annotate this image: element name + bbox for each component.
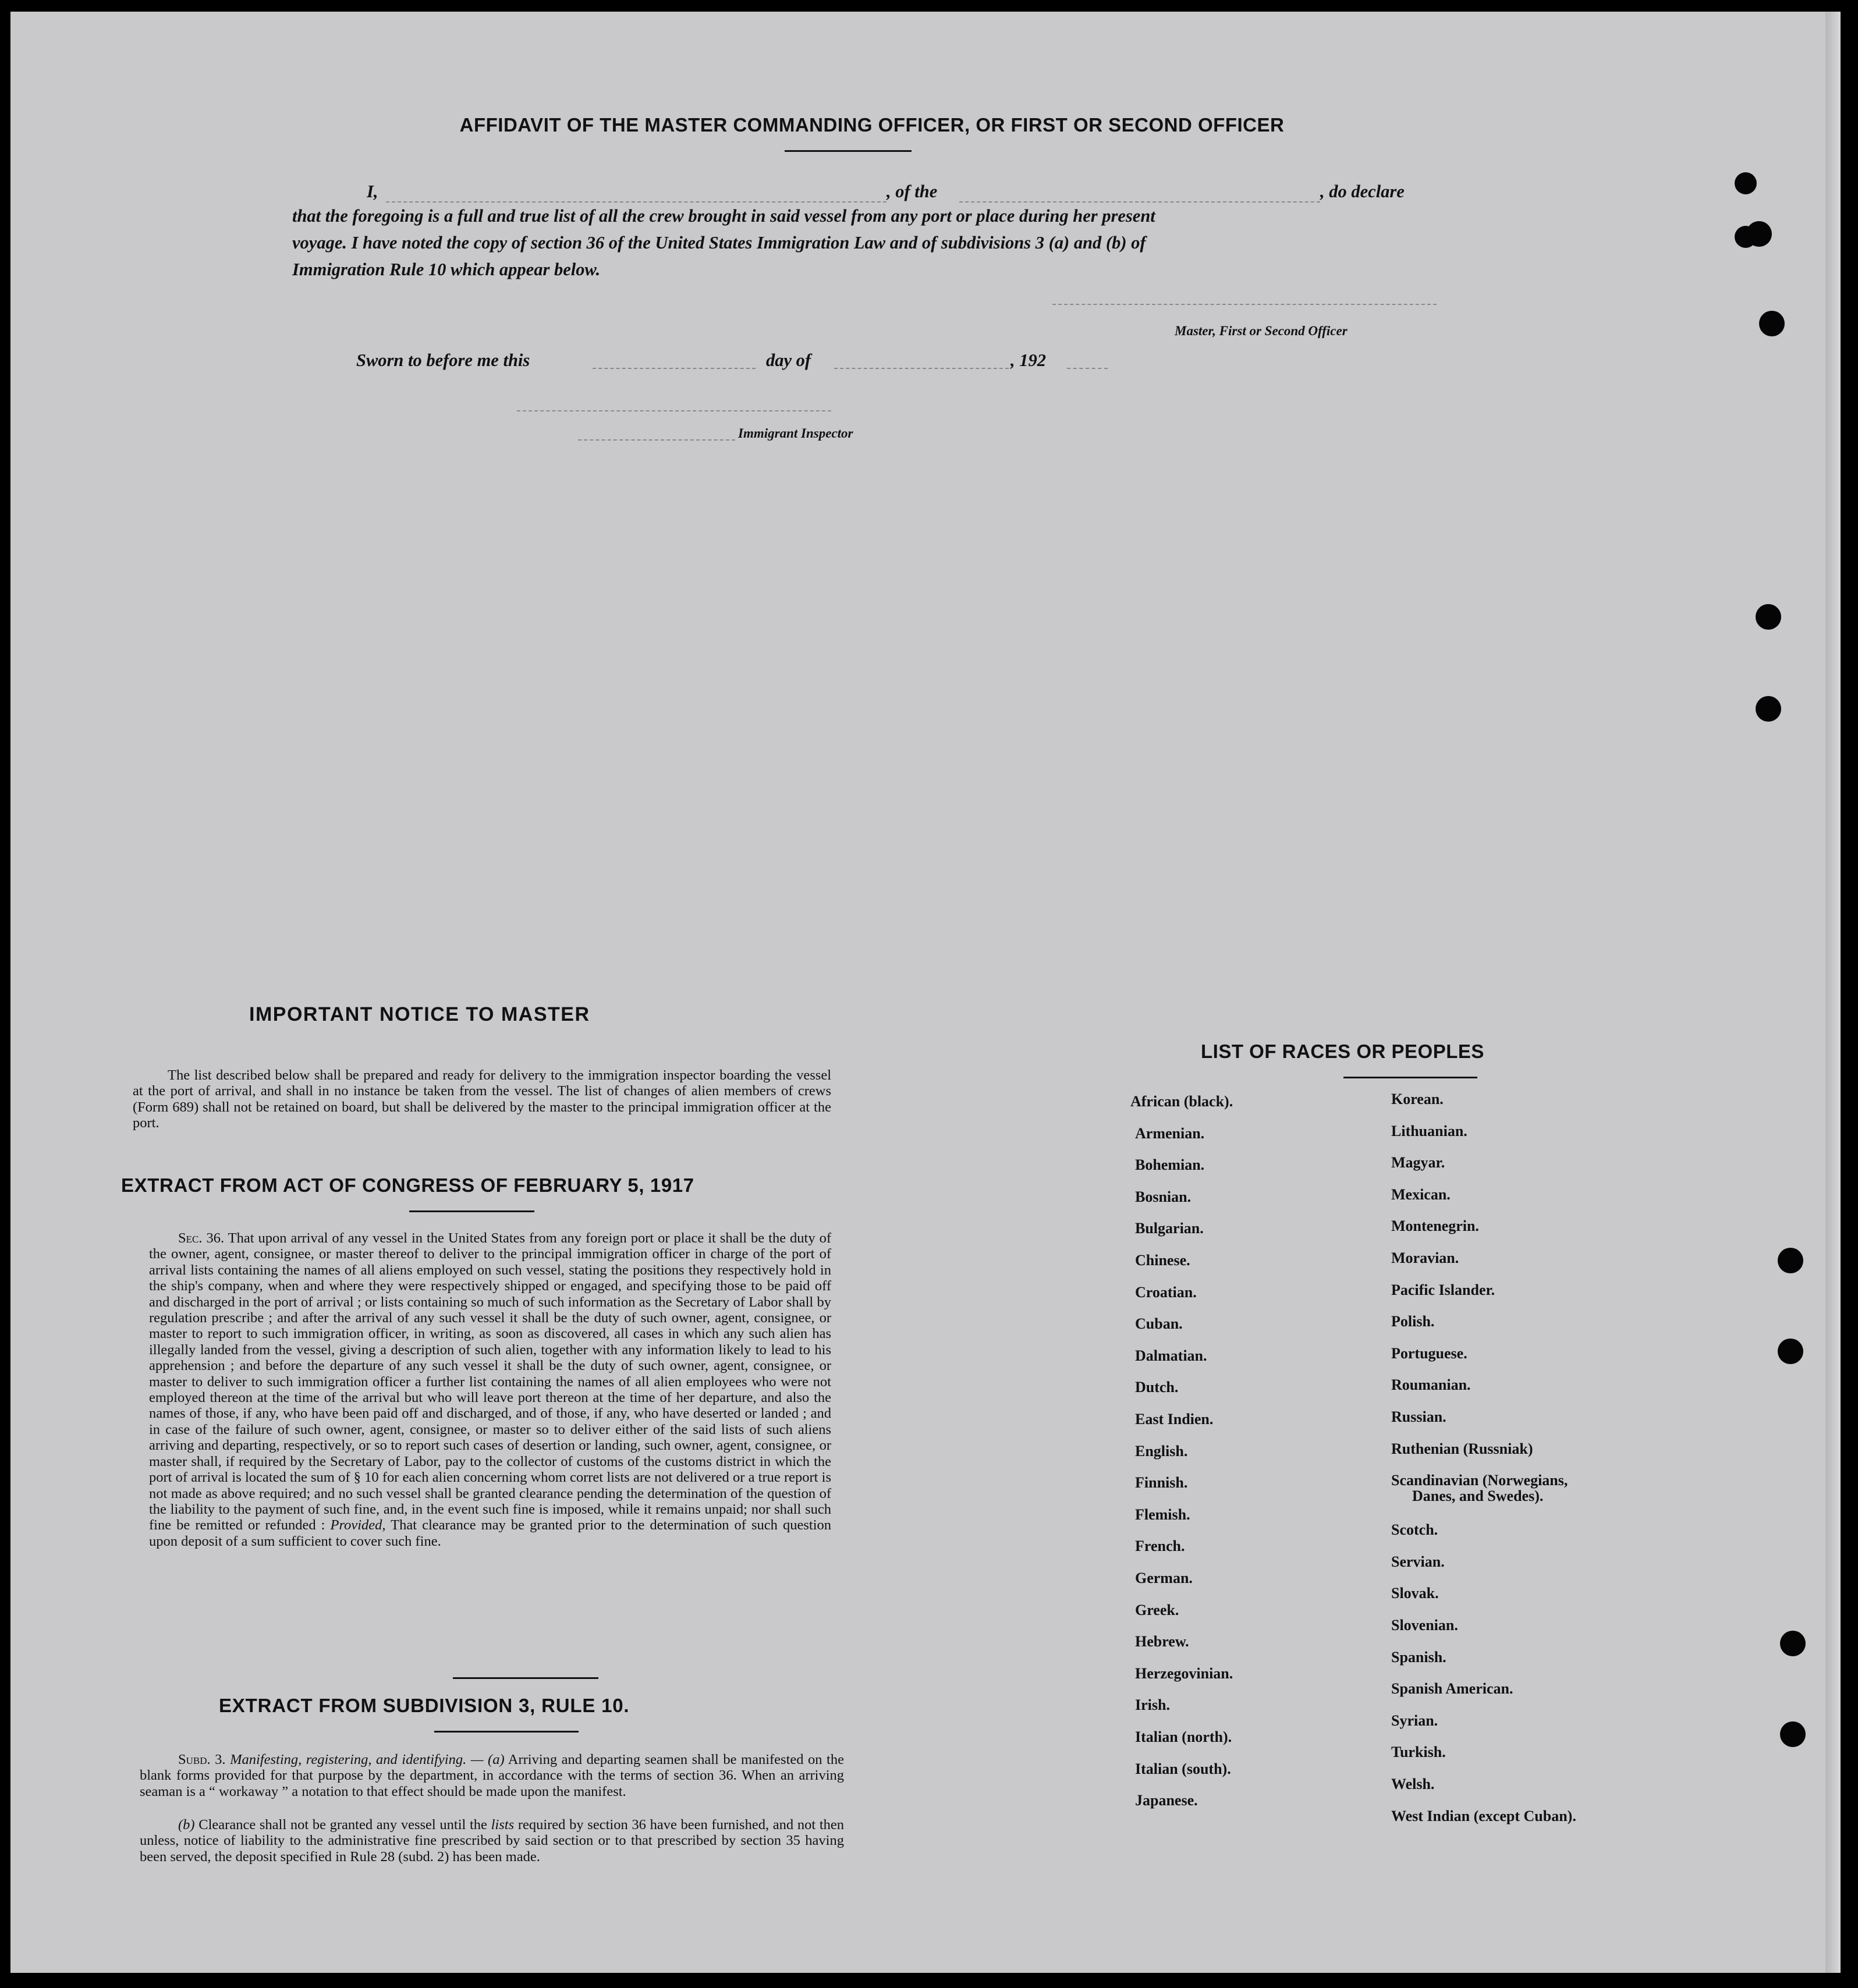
- act-extract-title: EXTRACT FROM ACT OF CONGRESS OF FEBRUARY 5, 1917: [121, 1174, 694, 1196]
- year-label: , 192: [1010, 350, 1046, 370]
- sworn-day-blank[interactable]: [593, 368, 756, 369]
- race-item: Montenegrin.: [1391, 1217, 1479, 1235]
- race-item: Flemish.: [1135, 1506, 1190, 1523]
- race-item: Polish.: [1391, 1313, 1435, 1330]
- document-sheet: [10, 12, 1841, 1973]
- race-item: Danes, and Swedes).: [1412, 1488, 1544, 1505]
- subd-label: Subd. 3.: [178, 1752, 226, 1767]
- race-item: Moravian.: [1391, 1249, 1459, 1266]
- notice-title: IMPORTANT NOTICE TO MASTER: [249, 1003, 590, 1025]
- para-b-text-2: required by section 36 have been furnished, and not then unless, notice of liability to the administrative fine prescribed by said section or to that prescribed by section 35 having been served, the deposit specified in Rule 28 (subd. 2) has been made.: [140, 1817, 845, 1865]
- affidavit-body-line1: that the foregoing is a full and true list of all the crew brought in said vessel from any port or place during her present: [292, 206, 1155, 226]
- race-item: Bulgarian.: [1135, 1220, 1204, 1237]
- race-item: East Indien.: [1135, 1411, 1214, 1428]
- punch-hole: [1759, 311, 1785, 336]
- day-of-label: day of: [766, 350, 811, 370]
- race-item: Russian.: [1391, 1408, 1446, 1425]
- para-a-mark: — (a): [470, 1752, 505, 1767]
- act-body-end: That clearance may be granted prior to the determination of such question upon deposit of a sum sufficient to cover such fine.: [149, 1517, 831, 1549]
- race-item: Turkish.: [1391, 1744, 1446, 1761]
- race-item: Finnish.: [1135, 1474, 1188, 1492]
- punch-hole: [1756, 696, 1781, 722]
- race-item: Japanese.: [1135, 1792, 1198, 1809]
- para-b-text-1: Clearance shall not be granted any vessel until the: [198, 1817, 487, 1833]
- race-item: Scandinavian (Norwegians,: [1391, 1472, 1568, 1489]
- punch-hole: [1735, 172, 1757, 194]
- master-signature-line[interactable]: [1052, 304, 1437, 305]
- affidavit-do-declare-label: , do declare: [1320, 182, 1405, 201]
- bleed-through-text: [232, 122, 246, 148]
- affidavit-i-label: I,: [367, 182, 378, 201]
- rule-para-a: [140, 1752, 844, 1799]
- race-item: Irish.: [1135, 1696, 1170, 1714]
- para-b-lists: lists: [491, 1817, 515, 1833]
- race-item: Slovenian.: [1391, 1617, 1458, 1634]
- race-item: Chinese.: [1135, 1252, 1190, 1269]
- affidavit-title-underline: [785, 150, 912, 152]
- act-extract-text: [149, 1230, 831, 1549]
- act-extract-underline: [409, 1210, 534, 1212]
- race-item: Portuguese.: [1391, 1344, 1467, 1362]
- inspector-label: Immigrant Inspector: [738, 426, 853, 441]
- race-item: Scotch.: [1391, 1521, 1438, 1539]
- para-b-mark: (b): [178, 1817, 195, 1833]
- race-item: Dalmatian.: [1135, 1347, 1207, 1364]
- race-item: Greek.: [1135, 1601, 1179, 1618]
- rule-extract-underline: [434, 1731, 579, 1733]
- race-item: West Indian (except Cuban).: [1391, 1807, 1576, 1824]
- rule-extract-title: EXTRACT FROM SUBDIVISION 3, RULE 10.: [219, 1695, 630, 1716]
- affidavit-of-the-label: , of the: [887, 182, 938, 201]
- race-item: Armenian.: [1135, 1124, 1205, 1142]
- race-item: English.: [1135, 1442, 1188, 1460]
- race-item: Italian (south).: [1135, 1760, 1231, 1777]
- race-item: Herzegovinian.: [1135, 1664, 1233, 1682]
- race-item: Italian (north).: [1135, 1728, 1232, 1745]
- act-extract-end-rule: [453, 1677, 598, 1679]
- punch-hole: [1756, 604, 1781, 630]
- affidavit-body-line2: voyage. I have noted the copy of section 36 of the United States Immigration Law and of subdivisions 3 (a) and (b) of: [292, 233, 1146, 253]
- punch-hole: [1780, 1631, 1806, 1656]
- race-item: Hebrew.: [1135, 1633, 1189, 1650]
- race-item: Syrian.: [1391, 1712, 1438, 1729]
- race-item: Cuban.: [1135, 1315, 1183, 1333]
- sworn-month-blank[interactable]: [834, 368, 1009, 369]
- punch-hole: [1780, 1721, 1806, 1747]
- sec-label: Sec. 36.: [178, 1230, 225, 1246]
- rule-para-b: [140, 1817, 844, 1865]
- punch-hole: [1778, 1339, 1803, 1364]
- race-item: French.: [1135, 1538, 1185, 1555]
- race-item: Spanish American.: [1391, 1680, 1513, 1698]
- affidavit-body-line3: Immigration Rule 10 which appear below.: [292, 260, 601, 279]
- race-item: Ruthenian (Russniak): [1391, 1440, 1533, 1457]
- subd-heading: Manifesting, registering, and identifying.: [230, 1752, 467, 1767]
- race-item: Spanish.: [1391, 1648, 1446, 1666]
- punch-hole: [1778, 1248, 1803, 1273]
- race-item: German.: [1135, 1570, 1193, 1586]
- race-item: Roumanian.: [1391, 1376, 1471, 1394]
- race-item: Servian.: [1391, 1553, 1445, 1570]
- sworn-year-blank[interactable]: [1067, 368, 1108, 369]
- races-title: LIST OF RACES OR PEOPLES: [1201, 1041, 1484, 1062]
- race-item: Korean.: [1391, 1091, 1444, 1107]
- race-item: Pacific Islander.: [1391, 1281, 1495, 1298]
- race-item: Magyar.: [1391, 1154, 1445, 1172]
- race-item: Lithuanian.: [1391, 1122, 1467, 1139]
- race-item: Croatian.: [1135, 1283, 1197, 1301]
- notice-text: The list described below shall be prepared and ready for delivery to the immigration inspector boarding the vessel at the port of arrival, and shall in no instance be taken from the vessel. The list of changes of alien members of crews (Form 689) shall not be retained on board, but shall be delivered by the master to the principal immigration officer at the port.: [133, 1067, 831, 1131]
- sheet-edge: [1825, 12, 1841, 1973]
- para-a-text: Arriving and departing seamen shall be manifested on the blank forms provided for that purpose by the department, in accordance with the terms of section 36. When an arriving seaman is a “ workaway ” a notation to that effect should be made upon the manifest.: [140, 1752, 844, 1799]
- act-body: That upon arrival of any vessel in the United States from any foreign port or place it shall be the duty of the owner, agent, consignee, or master thereof to deliver to the principal immigration officer in charge of the port of arrival lists containing the names of all aliens employed on such vessel, stating the positions they respectively hold in the ship's company, when and where they were respectively shipped or engaged, and specifying those to be paid off and discharged in the port of arrival ; or lists containing so much of such information as the Secretary of Labor shall by regulation prescribe ; and after the arrival of any such vessel it shall be the duty of such owner, agent, consignee, or master to report to such immigration officer, in writing, as soon as discovered, all cases in which any such alien has illegally landed from the vessel, giving a description of such alien, together with any information likely to lead to his apprehension ; and before the departure of any such vessel it shall be the duty of such owner, agent, consignee, or master to deliver to such immigration officer a further list containing the names of all alien employees who were not employed thereon at the time of the arrival but who will leave port thereon at the time of her departure, and also the names of those, if any, who have been paid off and discharged, and of those, if any, who have deserted or landed ; and in case of the failure of such owner, agent, consignee, or master so to deliver either of the said lists of such aliens arriving and departing, respectively, or so to report such cases of desertion or landing, such owner, agent, consignee, or master shall, if required by the Secretary of Labor, pay to the collector of customs of the customs district in which the port of arrival is located the sum of § 10 for each alien concerning whom corret lists are not delivered or a true report is not made as above required; and no such vessel shall be granted clearance pending the determination of the question of the liability to the payment of such fine, and, in the event such fine is imposed, while it remains unpaid; nor shall such fine be remitted or refunded :: [149, 1230, 831, 1533]
- race-item: Dutch.: [1135, 1379, 1179, 1396]
- race-item: Mexican.: [1391, 1185, 1451, 1203]
- race-item: Bohemian.: [1135, 1156, 1205, 1174]
- race-item: Slovak.: [1391, 1585, 1439, 1602]
- affidavit-body: [292, 203, 1439, 283]
- provided-label: Provided,: [330, 1517, 386, 1533]
- race-item: Welsh.: [1391, 1776, 1435, 1792]
- race-item: Bosnian.: [1135, 1188, 1192, 1205]
- inspector-signature-line-2: [578, 439, 735, 441]
- master-signature-label: Master, First or Second Officer: [1175, 324, 1348, 338]
- sworn-label: Sworn to before me this: [356, 350, 530, 370]
- affidavit-title: AFFIDAVIT OF THE MASTER COMMANDING OFFICER, OR FIRST OR SECOND OFFICER: [459, 114, 1285, 136]
- race-item: African (black).: [1130, 1093, 1233, 1110]
- races-title-underline: [1343, 1077, 1477, 1078]
- punch-hole: [1746, 221, 1772, 247]
- inspector-signature-line[interactable]: [517, 410, 831, 411]
